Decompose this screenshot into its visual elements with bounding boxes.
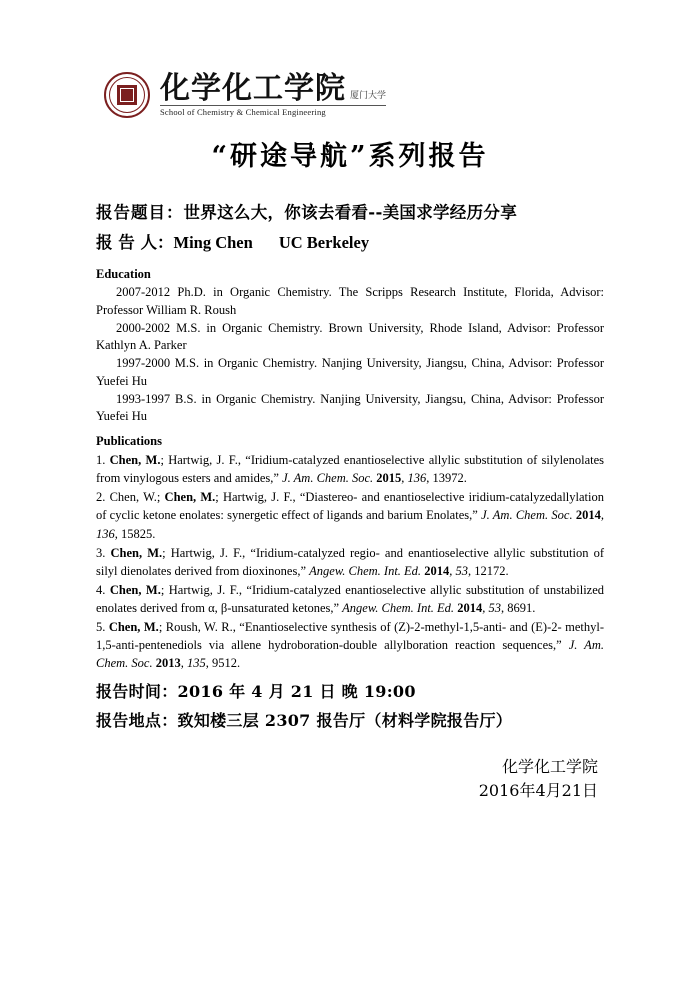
speaker-line — [96, 229, 604, 253]
event-time-label: 报告时间： — [96, 681, 178, 701]
publication-item — [96, 618, 604, 672]
publications-list — [96, 451, 604, 673]
pub-year: 2014 — [421, 563, 450, 578]
pub-pages: , 13972. — [426, 471, 467, 486]
education-item: 1993-1997 B.S. in Organic Chemistry. Nanjing University, Jiangsu, China, Advisor: Professor Yuefei Hu — [96, 391, 604, 424]
pub-number: 1. — [96, 453, 106, 467]
pub-pages: , 15825. — [114, 526, 156, 541]
institution-logo — [96, 72, 604, 118]
university-seal-icon — [104, 72, 150, 118]
education-item: 1997-2000 M.S. in Organic Chemistry. Nanjing University, Jiangsu, China, Advisor: Professor Yuefei Hu — [96, 356, 604, 388]
logo-chinese-name-row — [160, 70, 387, 106]
logo-text-block — [160, 70, 387, 118]
pub-rest: ; Roush, W. R., “Enantioselective synthesis of (Z)-2-methyl-1,5-anti- and (E)-2- methyl-1,5-anti-pentenediols via allene hydroboration-double allylboration reaction sequences,” — [96, 620, 604, 653]
signature-block — [96, 755, 604, 805]
pub-rest: ; Hartwig, J. F., “Diastereo- and enantioselective iridium-catalyzedallylation of cyclic ketone enolates: synergetic effect of ligands and barium Enolates,” — [96, 490, 604, 523]
pub-year: 2013 — [152, 656, 181, 671]
talk-topic-value: 世界这么大，你该去看看--美国求学经历分享 — [183, 203, 517, 222]
logo-chinese-subname: 厦门大学 — [350, 90, 387, 101]
pub-volume: , 136 — [401, 471, 427, 486]
education-item: 2000-2002 M.S. in Organic Chemistry. Brown University, Rhode Island, Advisor: Professor Kathlyn A. Parker — [96, 320, 604, 353]
talk-topic-label: 报告题目： — [96, 203, 184, 222]
speaker-name: Ming Chen — [173, 233, 253, 252]
pub-author-bold: Chen, M. — [164, 490, 216, 505]
pub-year: 2015 — [373, 471, 402, 486]
pub-journal: Angew. Chem. Int. Ed. — [342, 601, 455, 615]
publication-item — [96, 488, 604, 542]
publication-item — [96, 451, 604, 487]
signature-date: 2016年4月21日 — [478, 781, 598, 801]
pub-number: 3. — [96, 545, 106, 560]
pub-journal: Angew. Chem. Int. Ed. — [309, 563, 422, 578]
seal-inner-shape — [117, 85, 137, 105]
pub-volume: , 53 — [449, 563, 468, 578]
publications-heading: Publications — [96, 434, 162, 448]
pub-volume: , 53 — [482, 601, 501, 615]
pub-number: 5. — [96, 620, 106, 635]
pub-author-bold: Chen, M. — [109, 582, 161, 597]
pub-number: 2. — [96, 490, 106, 505]
event-time-value: 2016 年 4 月 21 日 晚 19:00 — [177, 681, 416, 701]
pub-rest: ; Hartwig, J. F., “Iridium-catalyzed enantioselective allylic substitution of unstabilized enolates derived from α, β-unsaturated ketones,” — [96, 582, 605, 615]
publication-item — [96, 544, 604, 580]
pub-author-bold: Chen, M. — [109, 453, 161, 467]
event-place-line — [96, 708, 604, 731]
logo-english-name: School of Chemistry & Chemical Engineering — [160, 105, 386, 117]
publication-item — [96, 581, 604, 617]
speaker-label: 报 告 人： — [96, 233, 174, 252]
event-place-value: 致知楼三层 2307 报告厅（材料学院报告厅） — [177, 710, 513, 730]
event-place-label: 报告地点： — [96, 710, 178, 730]
signature-organization: 化学化工学院 — [501, 756, 598, 776]
pub-volume: , 136 — [96, 508, 604, 541]
pub-journal: J. Am. Chem. Soc. — [282, 471, 374, 486]
page-title: “研途导航”系列报告 — [211, 141, 489, 172]
pub-year: 2014 — [454, 601, 483, 615]
pub-pages: , 12172. — [467, 563, 509, 578]
talk-topic-line — [96, 199, 604, 223]
pub-number: 4. — [96, 582, 106, 597]
event-time-line — [96, 679, 604, 702]
pub-rest: ; Hartwig, J. F., “Iridium-catalyzed regio- and enantioselective allylic substitution of silyl dienolates derived from dioxinones,” — [96, 545, 605, 578]
pub-journal: J. Am. Chem. Soc. — [96, 638, 604, 671]
pub-journal: J. Am. Chem. Soc. — [481, 508, 573, 523]
education-item: 2007-2012 Ph.D. in Organic Chemistry. The Scripps Research Institute, Florida, Advisor: Professor William R. Roush — [96, 285, 604, 317]
pub-rest: ; Hartwig, J. F., “Iridium-catalyzed enantioselective allylic substitution of silylenolates from vinylogous esters and amides,” — [96, 453, 605, 486]
pub-year: 2014 — [572, 508, 601, 523]
education-heading: Education — [96, 267, 151, 281]
pub-author-bold: Chen, M. — [108, 620, 159, 635]
logo-chinese-name: 化学化工学院 — [160, 70, 346, 106]
pub-author-bold: Chen, M. — [110, 545, 163, 560]
pub-pages: , 8691. — [500, 601, 536, 615]
pub-volume: , 135 — [180, 656, 206, 671]
pub-author-pre: Chen, W.; — [109, 490, 165, 505]
pub-pages: , 9512. — [205, 656, 241, 671]
speaker-affiliation: UC Berkeley — [278, 233, 370, 252]
